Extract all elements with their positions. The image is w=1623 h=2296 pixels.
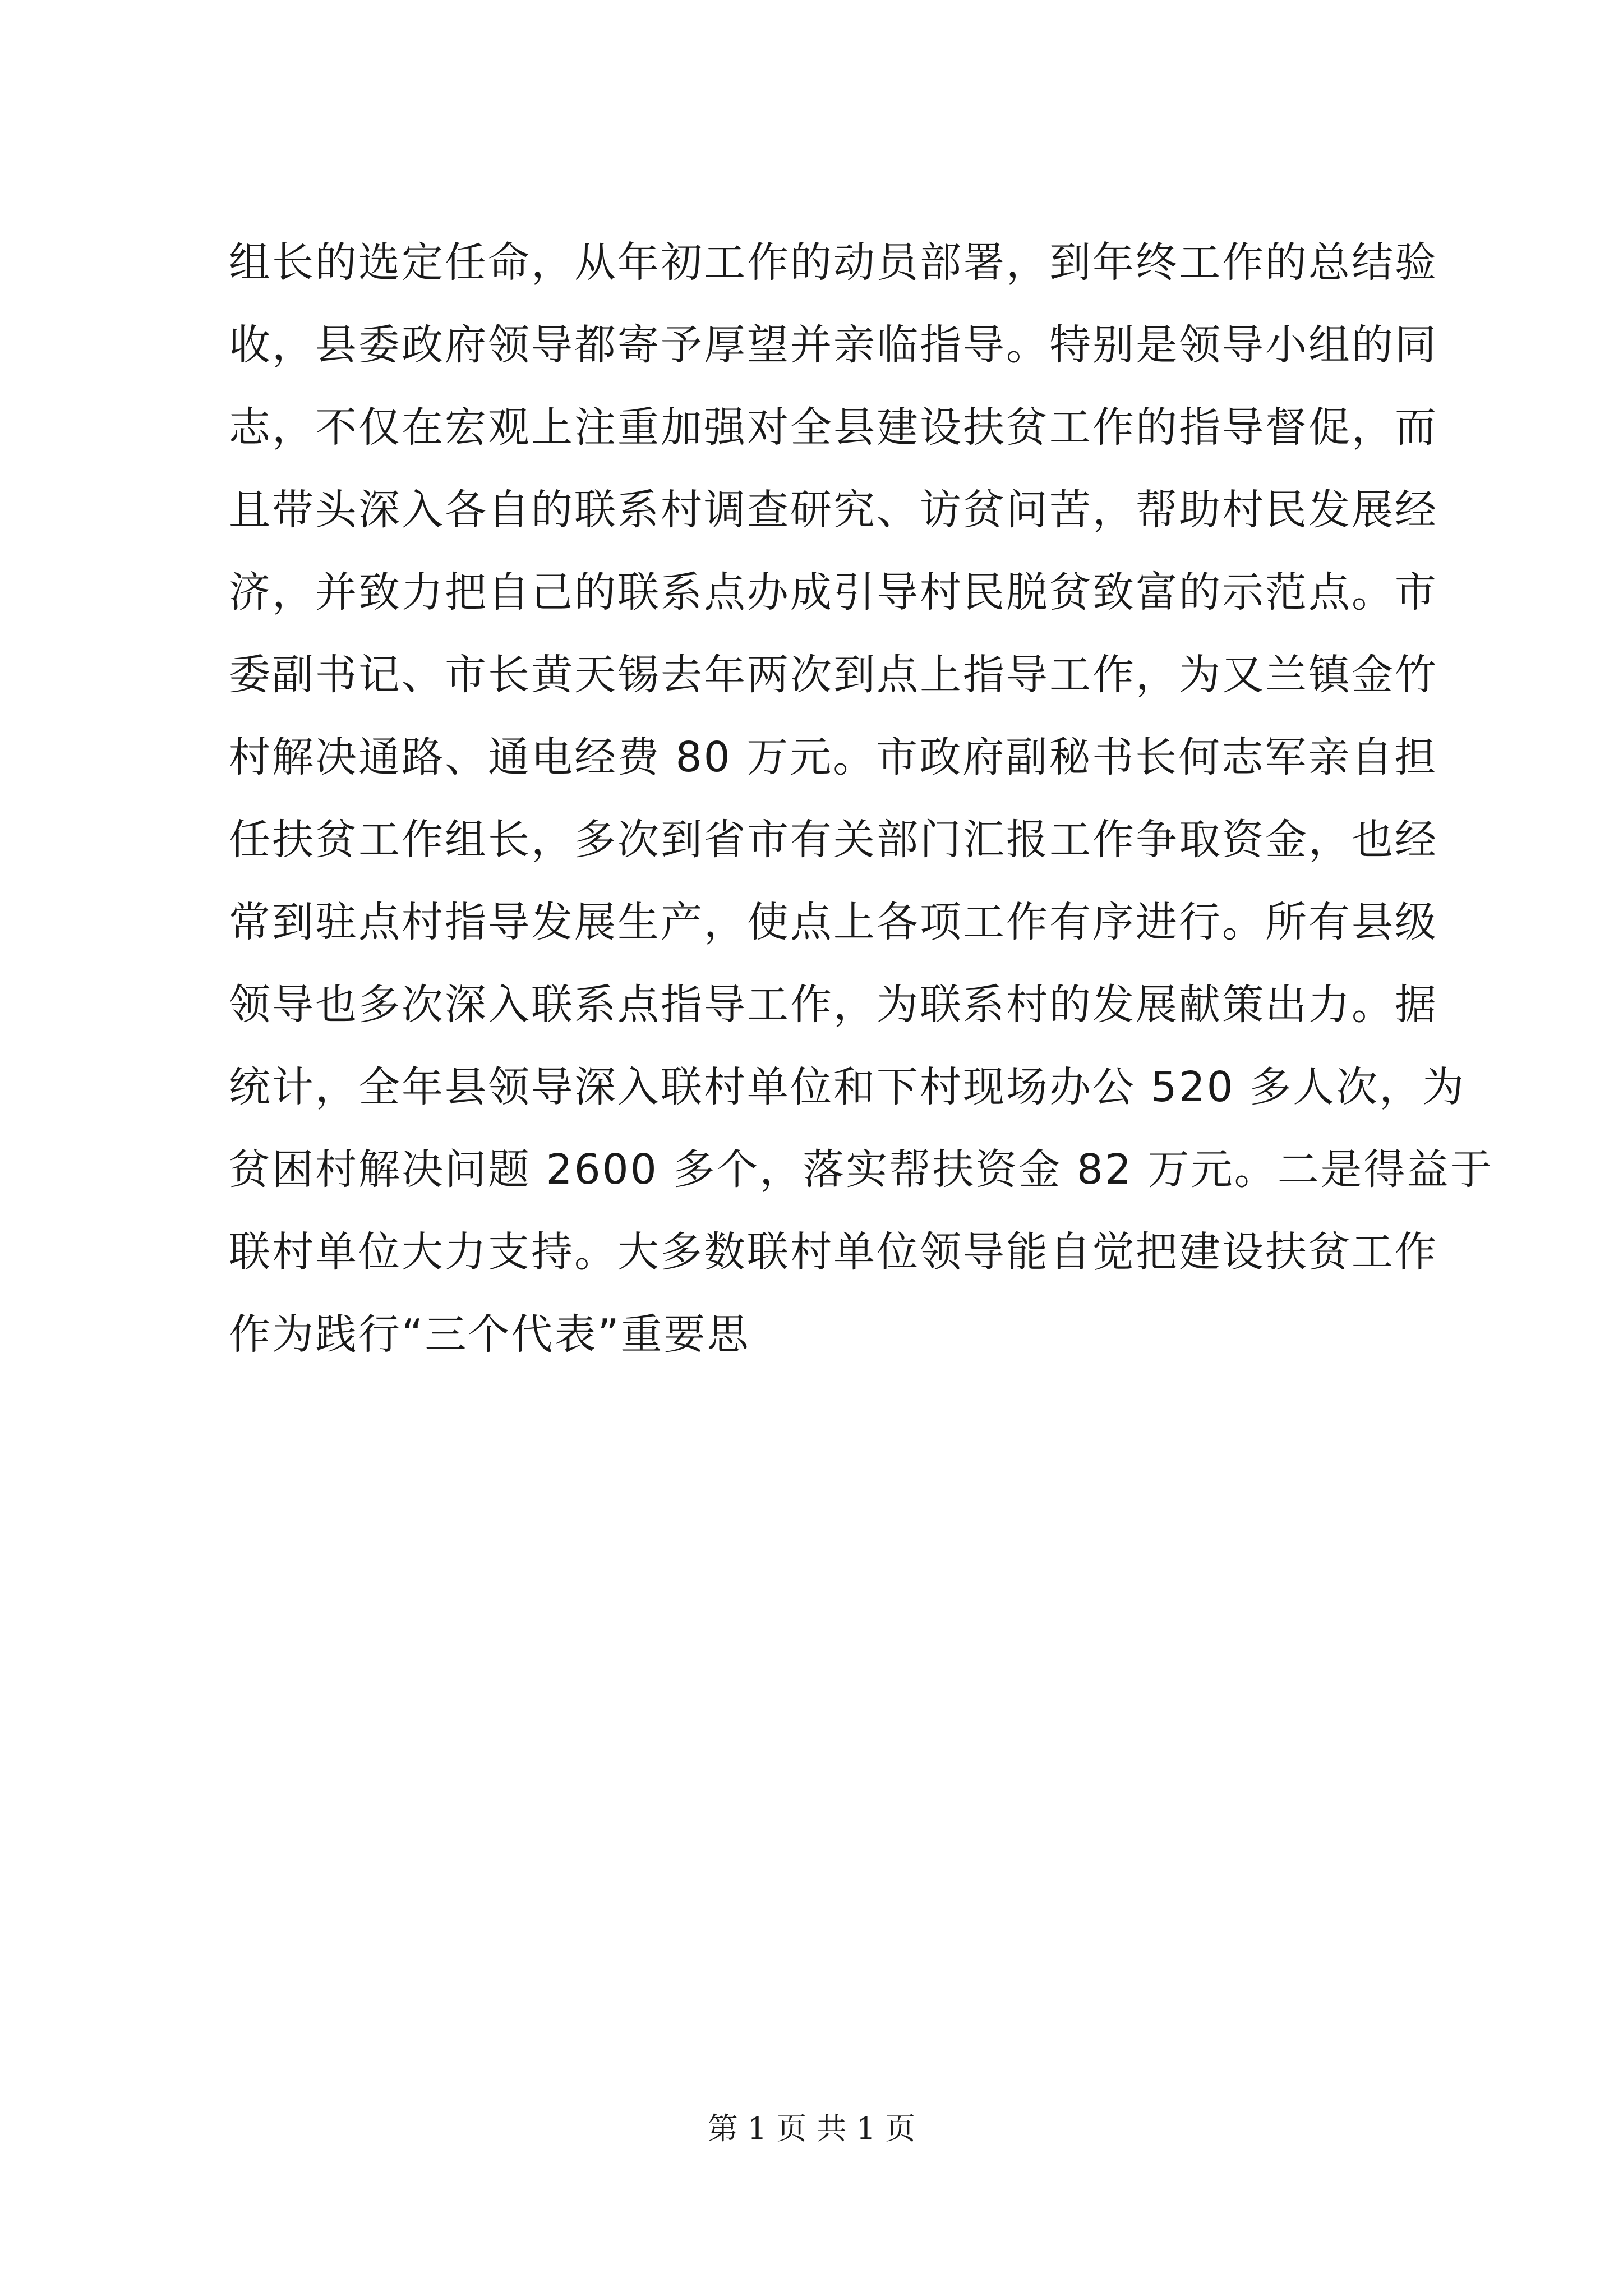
text-line: 委副书记、市长黄天锡去年两次到点上指导工作，为又兰镇金竹	[229, 651, 1438, 699]
page-number-label: 第 1 页 共 1 页	[707, 2111, 916, 2146]
text-line: 常到驻点村指导发展生产，使点上各项工作有序进行。所有县级	[229, 898, 1438, 946]
text-line: 志，不仅在宏观上注重加强对全县建设扶贫工作的指导督促，而	[229, 403, 1438, 452]
text-line: 村解决通路、通电经费 80 万元。市政府副秘书长何志军亲自担	[229, 733, 1438, 781]
text-line: 任扶贫工作组长，多次到省市有关部门汇报工作争取资金，也经	[229, 816, 1438, 864]
text-line: 贫困村解决问题 2600 多个，落实帮扶资金 82 万元。二是得益于	[229, 1145, 1493, 1194]
text-line: 联村单位大力支持。大多数联村单位领导能自觉把建设扶贫工作	[229, 1228, 1438, 1276]
text-line: 作为践行“三个代表”重要思	[229, 1310, 750, 1359]
text-line: 组长的选定任命，从年初工作的动员部署，到年终工作的总结验	[229, 238, 1438, 287]
text-line: 且带头深入各自的联系村调查研究、访贫问苦，帮助村民发展经	[229, 486, 1438, 534]
text-line: 收，县委政府领导都寄予厚望并亲临指导。特别是领导小组的同	[229, 321, 1438, 369]
text-line: 领导也多次深入联系点指导工作，为联系村的发展献策出力。据	[229, 981, 1438, 1029]
page-footer	[0, 2109, 1623, 2148]
text-line: 济，并致力把自己的联系点办成引导村民脱贫致富的示范点。市	[229, 568, 1438, 616]
text-line: 统计，全年县领导深入联村单位和下村现场办公 520 多人次，为	[229, 1063, 1466, 1111]
body-paragraph	[229, 222, 1493, 1376]
